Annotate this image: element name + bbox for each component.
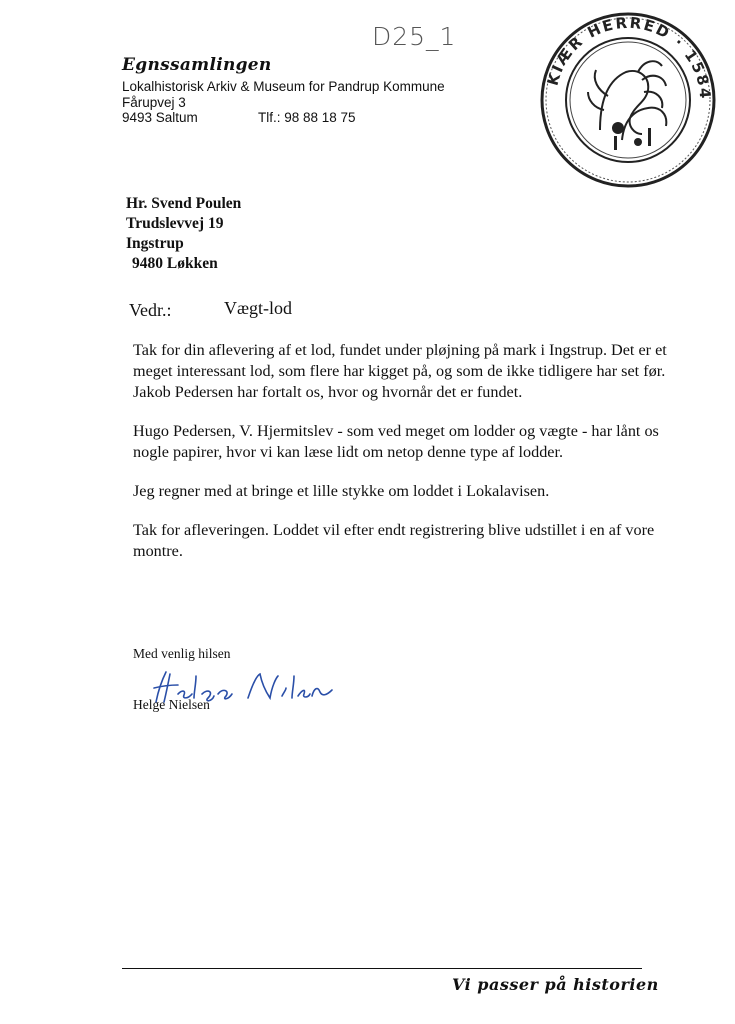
paragraph-hugo: Hugo Pedersen, V. Hjermitslev - som ved meget om lodder og vægte - har lånt os nogle papirer, hvor vi kan læse lidt om netop denne type af lodder.: [133, 422, 659, 461]
paragraph-intro: Tak for din aflevering af et lod, fundet under pløjning på mark i Ingstrup. Det er et meget interessant lod, som flere har kigget på, og som de ikke tidligere har set før.: [133, 341, 667, 380]
paragraph-thanks: Tak for afleveringen. Loddet vil efter endt registrering blive udstillet i en af vore montre.: [133, 521, 655, 560]
recipient-postal: 9480 Løkken: [132, 255, 218, 272]
footer-divider: [122, 968, 642, 969]
letter-body: [133, 340, 673, 580]
footer-slogan: Vi passer på historien: [452, 975, 659, 994]
recipient-street: Trudslevvej 19: [126, 215, 224, 232]
recipient-address: [126, 194, 241, 274]
paragraph-newspaper: Jeg regner med at bringe et lille stykke om loddet i Lokalavisen.: [133, 482, 550, 500]
town-seal-icon: [538, 10, 718, 190]
org-name: Egnssamlingen: [122, 55, 272, 75]
org-phone: Tlf.: 98 88 18 75: [258, 110, 356, 125]
closing: Med venlig hilsen: [133, 646, 231, 661]
recipient-name: Hr. Svend Poulen: [126, 195, 242, 212]
org-description: Lokalhistorisk Arkiv & Museum for Pandrup Kommune: [122, 79, 445, 94]
subject-label: Vedr.:: [129, 300, 172, 320]
recipient-town: Ingstrup: [126, 235, 184, 252]
seal-inscription: KIÆR HERRED · 1584: [543, 13, 715, 101]
paragraph-intro-followup: Jakob Pedersen har fortalt os, hvor og hvornår det er fundet.: [133, 383, 523, 401]
signer-name: Helge Nielsen: [133, 697, 210, 712]
subject-value: Vægt-lod: [224, 298, 293, 318]
archive-code: D25_1: [372, 22, 457, 51]
org-city: 9493 Saltum: [122, 110, 198, 125]
org-street: Fårupvej 3: [122, 95, 186, 110]
